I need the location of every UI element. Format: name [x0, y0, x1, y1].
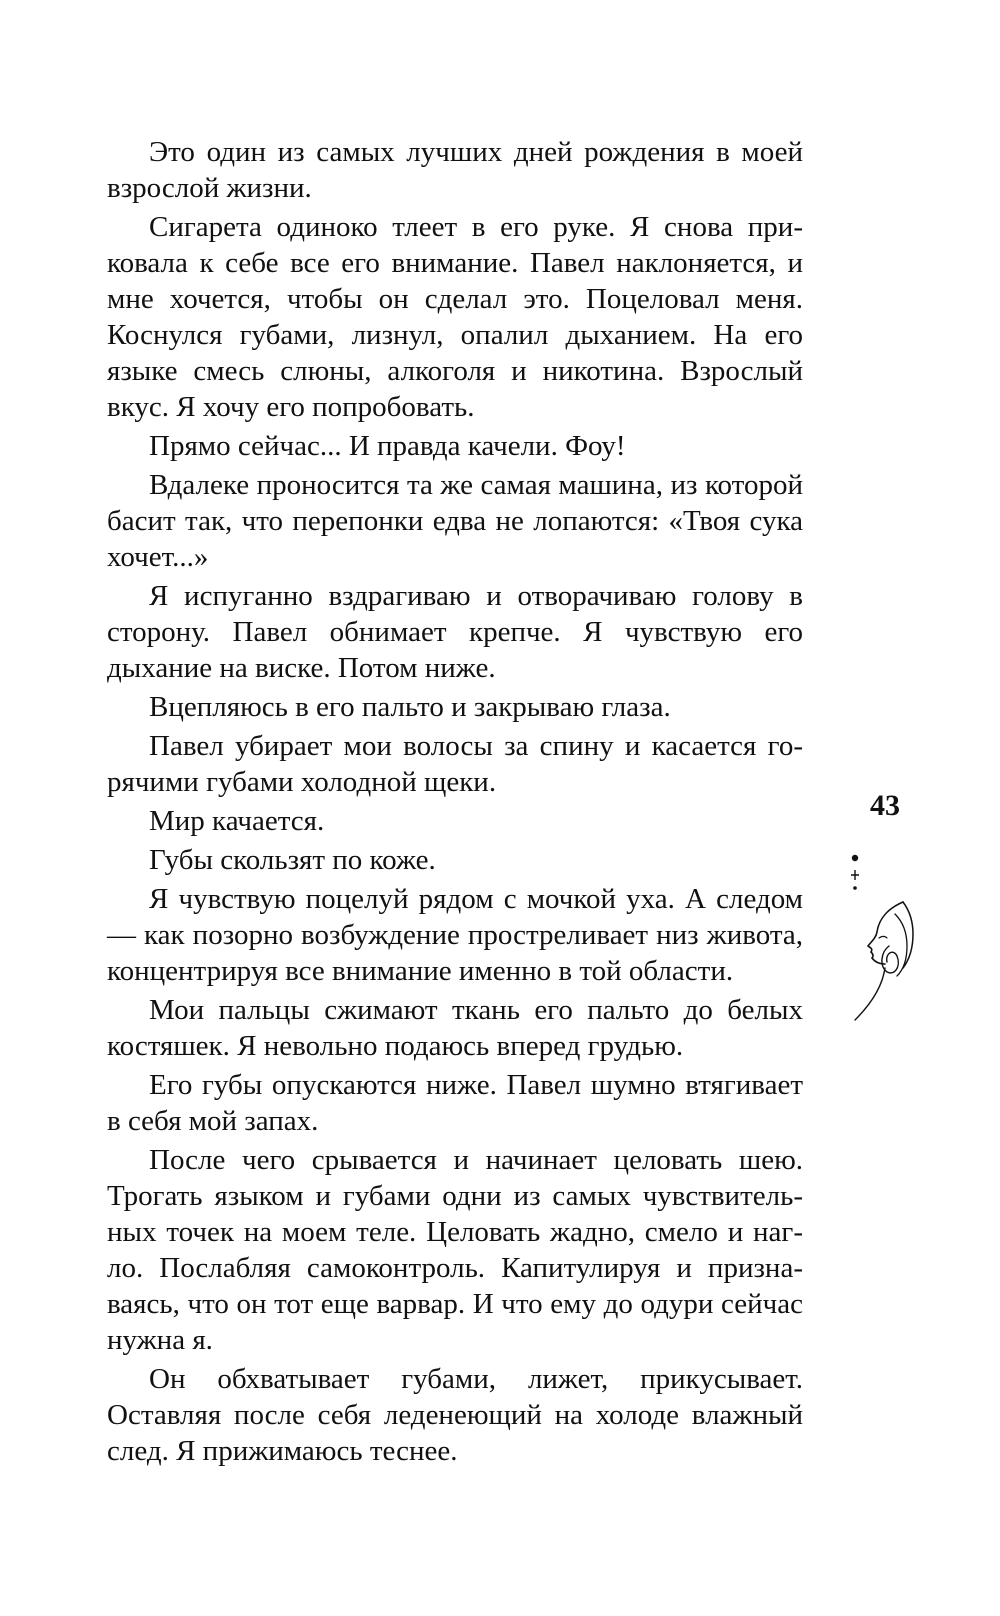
paragraph: Губы скользят по коже. — [149, 844, 436, 876]
paragraph: Это один из самых лучших дней рождения в моей взрослой жизни. — [107, 136, 803, 204]
paragraph: Я чувствую поцелуй рядом с мочкой уха. А следом — как позорно возбуждение простреливает низ живота, концентрируя все внимание именно в той области. — [107, 883, 803, 987]
paragraph: Вцепляюсь в его пальто и закрываю глаза. — [149, 691, 671, 723]
paragraph: Мир качается. — [149, 805, 325, 837]
paragraph: Я испуганно вздрагиваю и отворачиваю голову в сторону. Павел обнимает крепче. Я чувствую его дыхание на виске. Потом ниже. — [107, 580, 803, 684]
paragraph: Прямо сейчас... И правда качели. Фоу! — [149, 430, 626, 462]
paragraph: Павел убирает мои волосы за спину и касается горячими губами холодной щеки. — [107, 730, 803, 798]
page-number: 43 — [870, 789, 900, 822]
paragraph: После чего срывается и начинает целовать шею. Трогать языком и губами одни из самых чувствительных точек на моем теле. Целовать жадно, смело и нагло. Послабляя самоконтроль. Капитулируя и признаваясь, что он тот еще варвар. И что ему до одури сейчас нужна я. — [107, 1144, 803, 1356]
body-text — [107, 134, 803, 1472]
paragraph: Сигарета одиноко тлеет в его руке. Я снова приковала к себе все его внимание. Павел наклоняется, и мне хочется, чтобы он сделал это. Поцеловал меня. Коснулся губами, лизнул, опалил дыханием. На его языке смесь слюны, алкоголя и никотина. Взрослый вкус. Я хочу его попробовать. — [107, 211, 803, 423]
paragraph: Мои пальцы сжимают ткань его пальто до белых костяшек. Я невольно подаюсь вперед грудью. — [107, 994, 803, 1062]
paragraph: Вдалеке проносится та же самая машина, из которой басит так, что перепонки едва не лопаются: «Твоя сука хочет...» — [107, 469, 803, 573]
face-line-art-icon — [845, 850, 925, 1060]
paragraph: Он обхватывает губами, лижет, прикусывает. Оставляя после себя леденеющий на холоде влажный след. Я прижимаюсь теснее. — [107, 1363, 803, 1467]
paragraph: Его губы опускаются ниже. Павел шумно втягивает в себя мой запах. — [107, 1069, 803, 1137]
